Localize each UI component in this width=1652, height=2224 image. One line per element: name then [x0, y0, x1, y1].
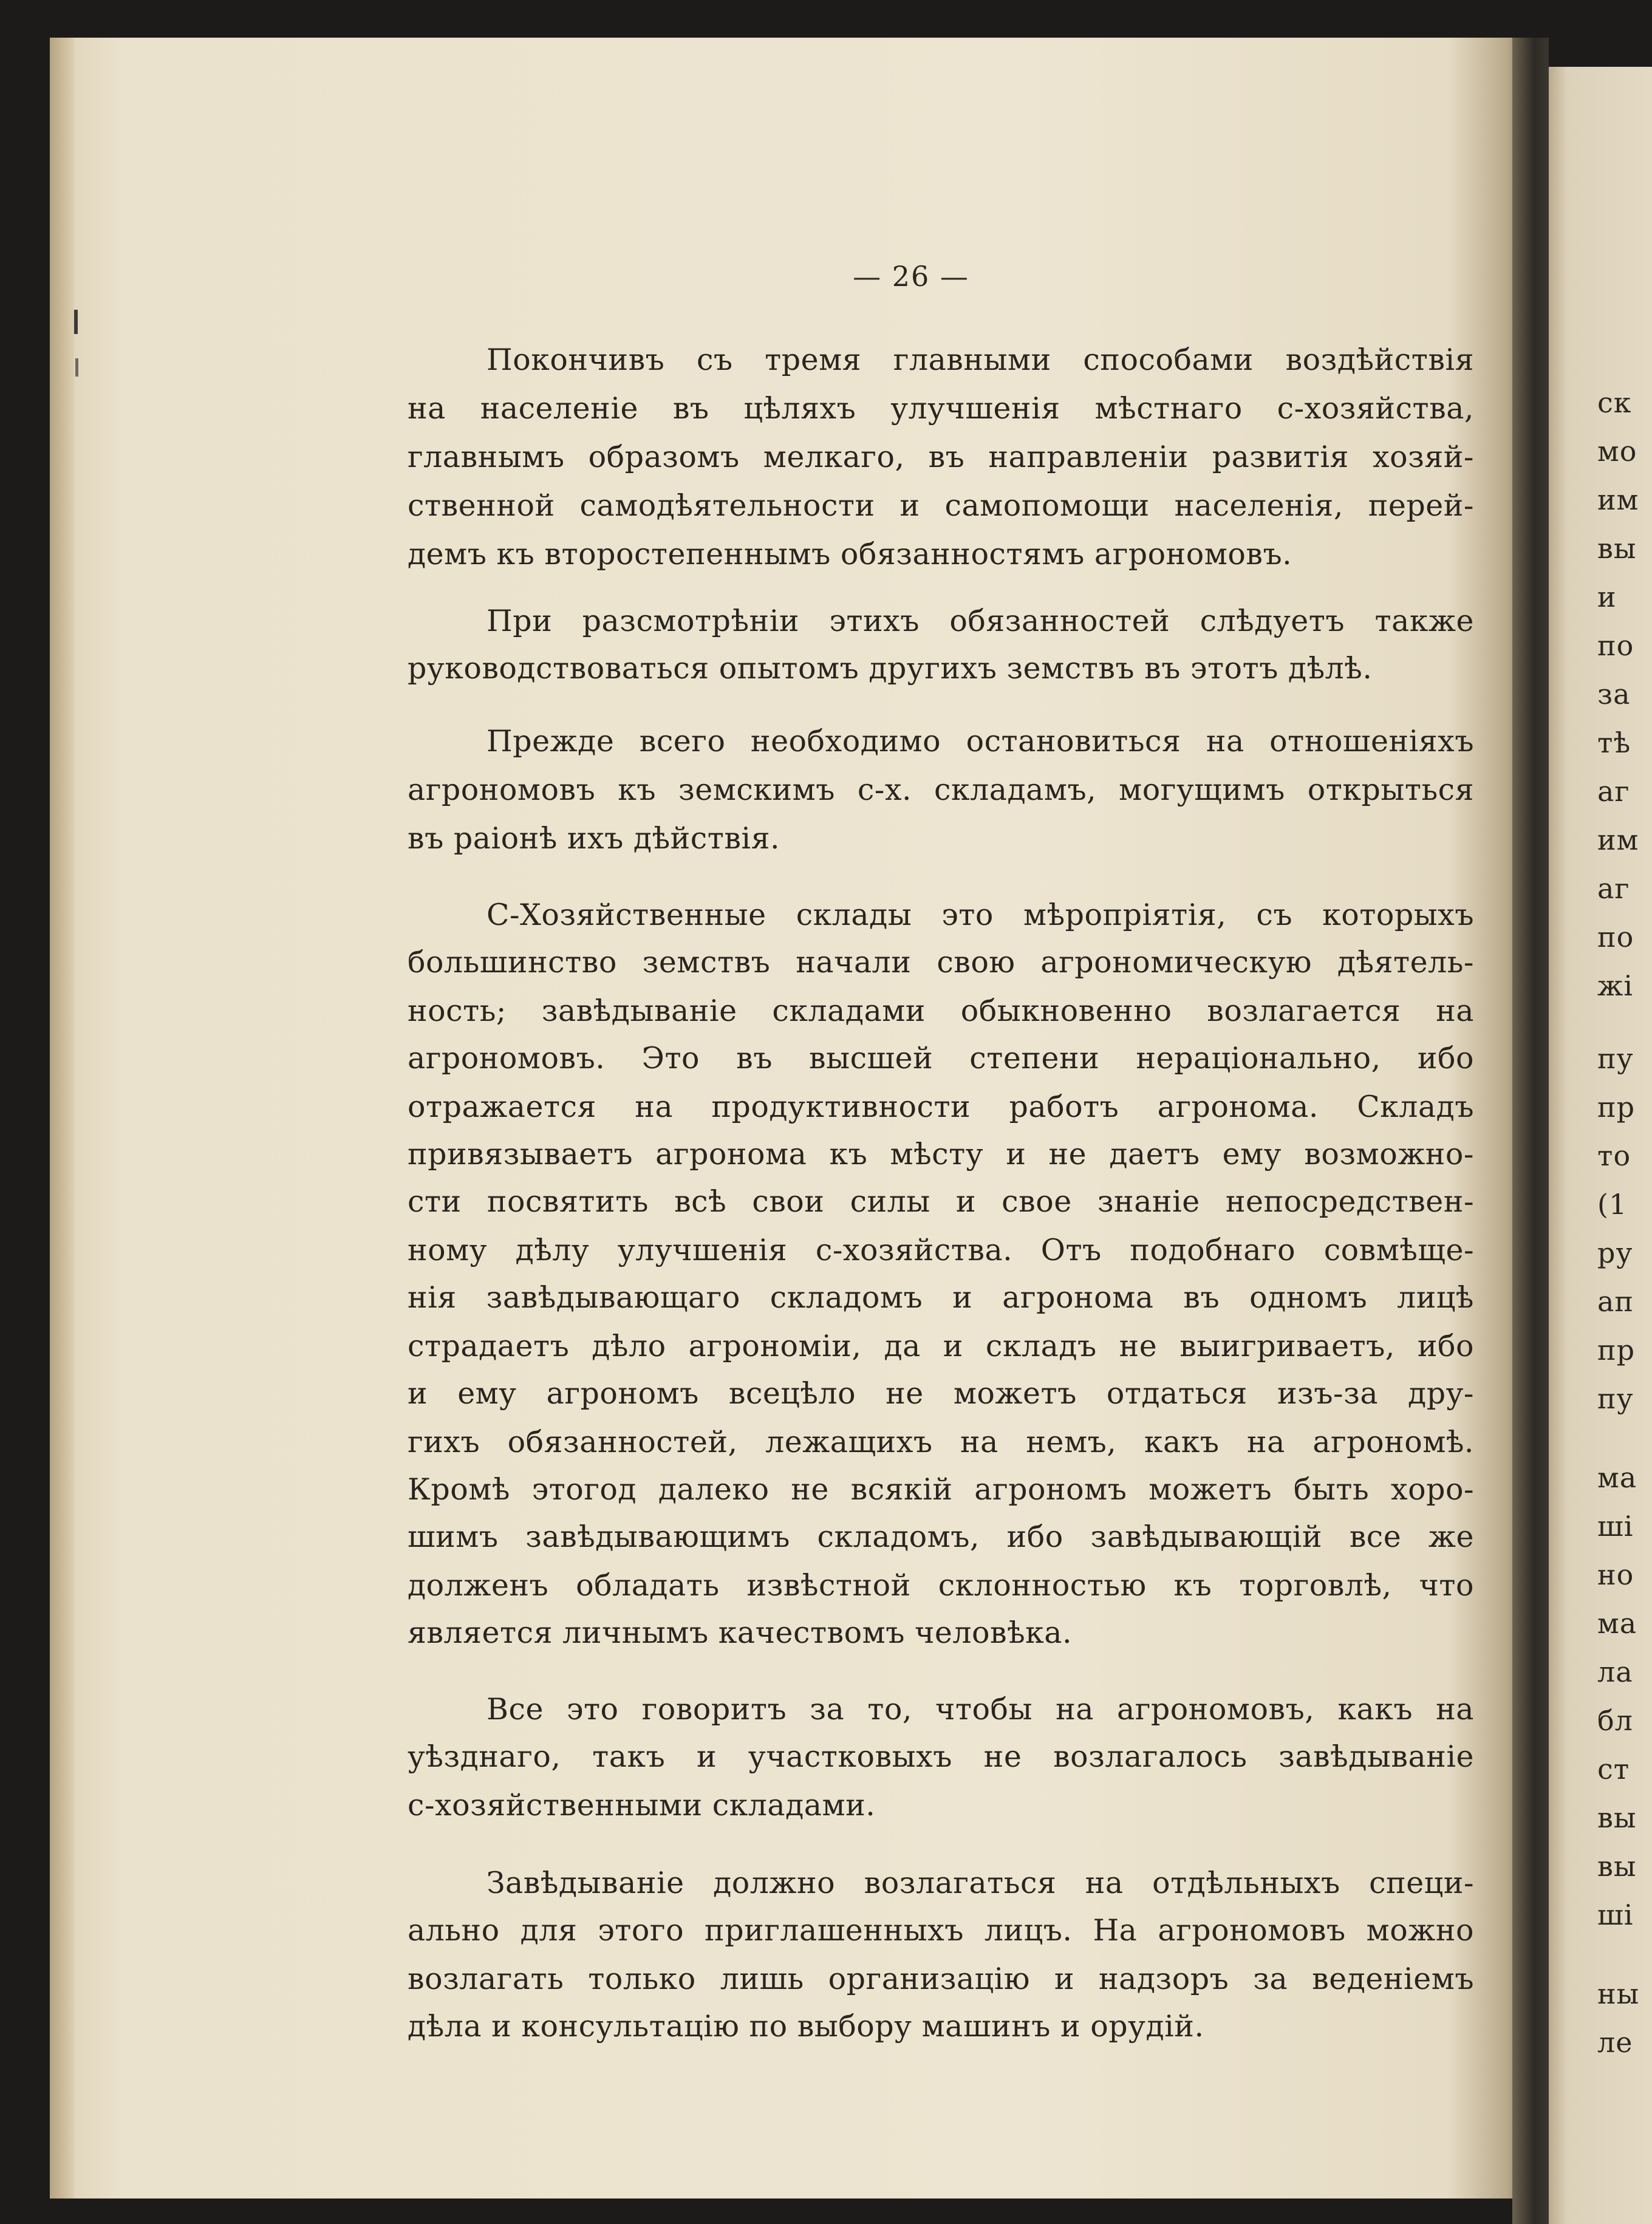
text-line: ность; завѣдываніе складами обыкновенно возлагается на [408, 994, 1474, 1028]
book-gutter [1512, 38, 1549, 2224]
next-page-fragment: аг [1597, 775, 1630, 808]
next-page-fragment: пу [1597, 1382, 1634, 1415]
text-line: привязываетъ агронома къ мѣсту и не даетъ ему возможно- [408, 1137, 1474, 1172]
text-line: Завѣдываніе должно возлагаться на отдѣльныхъ специ- [486, 1866, 1474, 1900]
next-page-fragment: аг [1597, 872, 1630, 905]
next-page-fragment: ле [1597, 2026, 1633, 2059]
text-line: Покончивъ съ тремя главными способами воздѣйствія [486, 343, 1474, 377]
next-page-fragment: мо [1597, 435, 1637, 468]
text-line: и ему агрономъ всецѣло не можетъ отдаться изъ-за дру- [408, 1376, 1474, 1411]
text-line: страдаетъ дѣло агрономіи, да и складъ не выигриваетъ, ибо [408, 1329, 1474, 1363]
next-page-fragment: (1 [1597, 1188, 1628, 1221]
text-line: руководствоваться опытомъ другихъ земствъ въ этотъ дѣлѣ. [408, 651, 1373, 686]
text-line: Кромѣ этогод далеко не всякій агрономъ можетъ быть хоро- [408, 1472, 1474, 1507]
text-line: гихъ обязанностей, лежащихъ на немъ, какъ на агрономѣ. [408, 1425, 1474, 1459]
next-page-fragment: и [1597, 581, 1617, 613]
page-left-edge [50, 38, 74, 2198]
text-line: большинство земствъ начали свою агрономическую дѣятель- [408, 945, 1474, 980]
next-page-fragment: но [1597, 1558, 1634, 1591]
text-line: отражается на продуктивности работъ агронома. Складъ [408, 1090, 1474, 1124]
page-number: — 26 — [853, 260, 969, 293]
text-line: возлагать только лишь организацію и надзоръ за веденіемъ [408, 1962, 1474, 1996]
next-page-fragment: ру [1597, 1237, 1633, 1269]
text-line: Все это говоритъ за то, чтобы на агрономовъ, какъ на [486, 1692, 1474, 1727]
text-line: ально для этого приглашенныхъ лицъ. На агрономовъ можно [408, 1913, 1474, 1948]
text-line: дѣла и консультацію по выбору машинъ и орудій. [408, 2009, 1204, 2044]
next-page-fragment: вы [1597, 532, 1637, 565]
text-line: Прежде всего необходимо остановиться на отношеніяхъ [486, 724, 1474, 759]
next-page-fragment: ст [1597, 1753, 1630, 1786]
next-page-edge [1549, 67, 1652, 2224]
next-page-fragment: пр [1597, 1091, 1636, 1124]
next-page-fragment: то [1597, 1139, 1631, 1172]
text-line: с-хозяйственными складами. [408, 1788, 876, 1823]
margin-mark [74, 310, 78, 334]
next-page-fragment: пу [1597, 1042, 1634, 1075]
text-line: на населеніе въ цѣляхъ улучшенія мѣстнаго с-хозяйства, [408, 391, 1474, 426]
next-page-fragment: ла [1597, 1656, 1633, 1688]
text-line: уѣзднаго, такъ и участковыхъ не возлагалось завѣдываніе [408, 1739, 1474, 1774]
next-page-fragment: вы [1597, 1801, 1637, 1834]
text-line: сти посвятить всѣ свои силы и свое знаніе непосредствен- [408, 1184, 1474, 1219]
text-line: демъ къ второстепеннымъ обязанностямъ агрономовъ. [408, 537, 1292, 571]
next-page-fragment: за [1597, 678, 1631, 711]
next-page-fragment: ск [1597, 386, 1632, 419]
text-line: При разсмотрѣніи этихъ обязанностей слѣдуетъ также [486, 604, 1474, 638]
next-page-fragment: им [1597, 483, 1639, 516]
next-page-fragment: по [1597, 921, 1634, 953]
text-line: агрономовъ къ земскимъ с-х. складамъ, могущимъ открыться [408, 773, 1474, 807]
next-page-fragment: ші [1597, 1898, 1634, 1931]
text-line: шимъ завѣдывающимъ складомъ, ибо завѣдывающій все же [408, 1520, 1474, 1554]
text-line: ственной самодѣятельности и самопомощи населенія, перей- [408, 488, 1474, 523]
next-page-fragment: пр [1597, 1334, 1636, 1366]
text-line: С-Хозяйственные склады это мѣропріятія, съ которыхъ [486, 898, 1474, 932]
text-line: долженъ обладать извѣстной склонностью къ торговлѣ, что [408, 1568, 1474, 1603]
next-page-fragment: вы [1597, 1850, 1637, 1883]
next-page-fragment: ші [1597, 1510, 1634, 1543]
next-page-fragment: ап [1597, 1285, 1634, 1318]
text-line: главнымъ образомъ мелкаго, въ направленіи развитія хозяй- [408, 440, 1474, 474]
text-line: является личнымъ качествомъ человѣка. [408, 1615, 1073, 1650]
next-page-fragment: бл [1597, 1704, 1633, 1737]
text-line: ному дѣлу улучшенія с-хозяйства. Отъ подобнаго совмѣще- [408, 1233, 1474, 1267]
margin-mark [75, 358, 78, 377]
next-page-fragment: ны [1597, 1977, 1640, 2010]
next-page-fragment: жі [1597, 969, 1634, 1002]
text-line: нія завѣдывающаго складомъ и агронома въ одномъ лицѣ [408, 1280, 1474, 1315]
next-page-fragment: ма [1597, 1607, 1637, 1640]
text-line: агрономовъ. Это въ высшей степени нераціонально, ибо [408, 1041, 1474, 1076]
next-page-fragment: им [1597, 824, 1639, 856]
next-page-fragment: тѣ [1597, 726, 1631, 759]
next-page-fragment: ма [1597, 1461, 1637, 1494]
next-page-fragment: по [1597, 629, 1634, 662]
text-line: въ раіонѣ ихъ дѣйствія. [408, 821, 780, 856]
